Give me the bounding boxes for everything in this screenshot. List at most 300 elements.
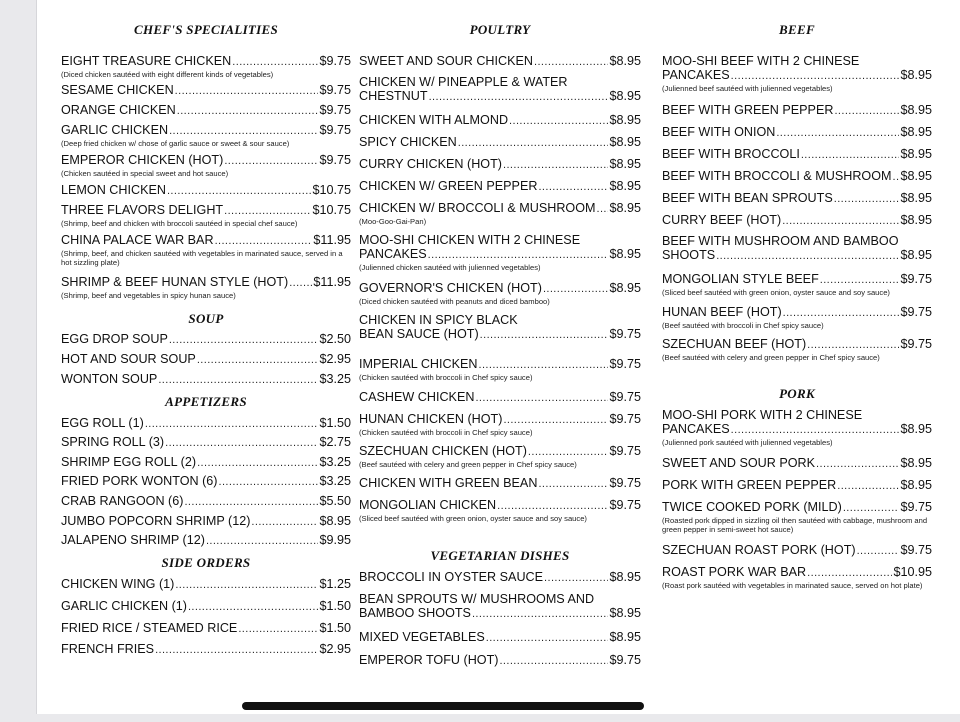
menu-item-name: CASHEW CHICKEN (359, 390, 475, 404)
dot-leader (215, 234, 313, 248)
menu-item (61, 642, 351, 657)
dot-leader (219, 475, 319, 489)
menu-item-price: $8.95 (609, 135, 641, 149)
menu-item-line (61, 577, 351, 592)
section-title-vegetarian: VEGETARIAN DISHES (430, 548, 570, 563)
dot-leader (731, 69, 900, 83)
menu-item-line (359, 89, 641, 104)
menu-item-line (662, 169, 932, 184)
menu-item-name-line1: BEAN SPROUTS W/ MUSHROOMS AND (359, 592, 595, 606)
dot-leader (801, 148, 900, 162)
dot-leader (834, 104, 899, 118)
menu-item-name: GARLIC CHICKEN (61, 123, 169, 137)
menu-item-line (662, 305, 932, 320)
menu-item-name: EGG ROLL (1) (61, 416, 144, 430)
menu-item-description: (Sliced beef sautéed with green onion, oyster sauce and soy sauce) (359, 514, 587, 523)
menu-item-name: THREE FLAVORS DELIGHT (61, 203, 224, 217)
menu-item (61, 83, 351, 98)
menu-item-line (662, 337, 932, 352)
menu-item-description: (Sliced beef sautéed with green onion, oyster sauce and soy sauce) (662, 288, 890, 297)
menu-item (61, 494, 351, 509)
menu-item-name: EMPEROR CHICKEN (HOT) (61, 153, 224, 167)
menu-item-name: PANCAKES (662, 68, 730, 82)
menu-item-line (61, 599, 351, 614)
menu-item (61, 577, 351, 592)
menu-item (662, 565, 932, 590)
menu-item-price: $2.50 (319, 332, 351, 346)
dot-leader (169, 124, 318, 138)
menu-item-name: WONTON SOUP (61, 372, 158, 386)
menu-item (662, 305, 932, 330)
menu-item-line (359, 412, 641, 427)
menu-item-name: HUNAN CHICKEN (HOT) (359, 412, 503, 426)
menu-item-name: FRIED RICE / STEAMED RICE (61, 621, 238, 635)
menu-item-description: (Julienned chicken sautéed with julienned vegetables) (359, 263, 541, 272)
menu-item-name: SPICY CHICKEN (359, 135, 457, 149)
menu-item (662, 191, 932, 206)
dot-leader (782, 214, 899, 228)
menu-item-price: $9.95 (319, 533, 351, 547)
menu-item (359, 390, 641, 405)
menu-item-line (662, 125, 932, 140)
menu-item (662, 54, 932, 93)
menu-item-name: BEAN SAUCE (HOT) (359, 327, 479, 341)
menu-item-price: $3.25 (319, 455, 351, 469)
menu-item-line (662, 103, 932, 118)
menu-item-line (61, 372, 351, 387)
menu-item-description: (Chicken sautéed in special sweet and hot sauce) (61, 169, 229, 178)
dot-leader (503, 158, 609, 172)
menu-item-name: SZECHUAN ROAST PORK (HOT) (662, 543, 856, 557)
menu-item-name: CHICKEN W/ GREEN PEPPER (359, 179, 538, 193)
dot-leader (224, 204, 311, 218)
menu-item-name: LEMON CHICKEN (61, 183, 166, 197)
menu-item-name: CHICKEN WITH GREEN BEAN (359, 476, 538, 490)
dot-leader (155, 643, 318, 657)
menu-item-name: BEEF WITH BEAN SPROUTS (662, 191, 833, 205)
menu-item (359, 653, 641, 668)
menu-item (359, 75, 641, 104)
menu-item (359, 179, 641, 194)
menu-item-name: MONGOLIAN CHICKEN (359, 498, 497, 512)
menu-item (61, 416, 351, 431)
menu-item (359, 135, 641, 150)
menu-item-line (662, 147, 932, 162)
menu-item-line (662, 422, 932, 437)
menu-item-name: BROCCOLI IN OYSTER SAUCE (359, 570, 544, 584)
dot-leader (224, 154, 318, 168)
menu-item (359, 412, 641, 437)
section-title-chefs-specialities: CHEF'S SPECIALITIES (133, 22, 279, 37)
menu-item-line (662, 456, 932, 471)
menu-item (61, 233, 351, 267)
menu-item-line (662, 500, 932, 515)
menu-item-price: $9.75 (900, 500, 932, 514)
menu-item-price: $8.95 (900, 191, 932, 205)
dot-leader (783, 306, 900, 320)
menu-item-name: BEEF WITH BROCCOLI (662, 147, 800, 161)
menu-item-name: SESAME CHICKEN (61, 83, 174, 97)
menu-item-line (662, 68, 932, 83)
menu-item-name-line1: CHICKEN IN SPICY BLACK (359, 313, 518, 327)
menu-item-line (662, 191, 932, 206)
menu-item-description: (Chicken sautéed with broccoli in Chef spicy sauce) (359, 428, 533, 437)
menu-item-line (359, 135, 641, 150)
menu-item-price: $5.50 (319, 494, 351, 508)
dot-leader (816, 457, 899, 471)
menu-item-price: $8.95 (900, 68, 932, 82)
menu-item-line (359, 444, 641, 459)
menu-item-description: (Roast pork sautéed with vegetables in marinated sauce, served on hot plate) (662, 581, 923, 590)
menu-item (61, 332, 351, 347)
menu-item-price: $8.95 (319, 514, 351, 528)
section-title-pork: PORK (779, 386, 815, 401)
menu-item-price: $8.95 (609, 157, 641, 171)
menu-item-price: $8.95 (609, 113, 641, 127)
menu-item-name: CURRY CHICKEN (HOT) (359, 157, 502, 171)
menu-item-price: $8.95 (609, 606, 641, 620)
dot-leader (251, 515, 318, 529)
dot-leader (538, 180, 608, 194)
menu-item-name: HOT AND SOUR SOUP (61, 352, 196, 366)
menu-item-name: CHICKEN WITH ALMOND (359, 113, 509, 127)
menu-item-line (61, 621, 351, 636)
menu-item (359, 630, 641, 645)
menu-item (662, 408, 932, 447)
menu-item-line (359, 476, 641, 491)
menu-item-name-line1: MOO-SHI PORK WITH 2 CHINESE (662, 408, 863, 422)
menu-item (61, 533, 351, 548)
menu-item-price: $1.50 (319, 599, 351, 613)
menu-item-description: (Beef sautéed with broccoli in Chef spicy sauce) (662, 321, 824, 330)
menu-item-name: CHICKEN W/ BROCCOLI & MUSHROOM (359, 201, 596, 215)
menu-item-name-line1: MOO-SHI CHICKEN WITH 2 CHINESE (359, 233, 581, 247)
menu-item-price: $10.95 (893, 565, 932, 579)
dot-leader (472, 607, 609, 621)
menu-item-price: $8.95 (609, 179, 641, 193)
menu-item-name: CURRY BEEF (HOT) (662, 213, 782, 227)
menu-item (662, 500, 932, 534)
dot-leader (197, 456, 318, 470)
menu-item-line (61, 474, 351, 489)
menu-item-price: $8.95 (609, 201, 641, 215)
menu-item-price: $8.95 (609, 570, 641, 584)
menu-item-line (359, 570, 641, 585)
menu-item-price: $8.95 (900, 456, 932, 470)
menu-item-price: $9.75 (900, 337, 932, 351)
menu-item-name: GOVERNOR'S CHICKEN (HOT) (359, 281, 542, 295)
menu-item-line (61, 83, 351, 98)
menu-item-line (61, 494, 351, 509)
menu-item-price: $1.50 (319, 416, 351, 430)
menu-item-name: MIXED VEGETABLES (359, 630, 485, 644)
dot-leader (534, 55, 608, 69)
dot-leader (428, 248, 609, 262)
menu-item-description: (Diced chicken sautéed with peanuts and diced bamboo) (359, 297, 550, 306)
dot-leader (145, 417, 319, 431)
menu-item-name: SZECHUAN BEEF (HOT) (662, 337, 807, 351)
menu-item (662, 337, 932, 362)
menu-item (61, 123, 351, 148)
menu-item (662, 478, 932, 493)
dot-leader (544, 571, 608, 585)
menu-item-name: MONGOLIAN STYLE BEEF (662, 272, 819, 286)
menu-item-description: (Diced chicken sautéed with eight different kinds of vegetables) (61, 70, 274, 79)
menu-item (61, 372, 351, 387)
menu-item-description: (Shrimp, beef, and chicken sautéed with vegetables in marinated sauce, served in a hot sizzling plate) (61, 249, 343, 267)
dot-leader (177, 104, 319, 118)
menu-item-name: SZECHUAN CHICKEN (HOT) (359, 444, 527, 458)
menu-item (359, 444, 641, 469)
menu-item-price: $11.95 (313, 233, 351, 247)
dot-leader (158, 373, 318, 387)
menu-item-name-line1: MOO-SHI BEEF WITH 2 CHINESE (662, 54, 860, 68)
dot-leader (857, 544, 900, 558)
menu-item (359, 113, 641, 128)
menu-item-line (61, 514, 351, 529)
menu-page (36, 0, 960, 714)
horizontal-scrollbar[interactable] (242, 702, 644, 710)
menu-item-price: $8.95 (609, 630, 641, 644)
menu-item-name: GARLIC CHICKEN (1) (61, 599, 187, 613)
menu-item-price: $3.25 (319, 474, 351, 488)
menu-item-line (359, 54, 641, 69)
menu-item-line (359, 630, 641, 645)
menu-item-name: CHESTNUT (359, 89, 428, 103)
menu-item-line (61, 332, 351, 347)
menu-item-line (662, 248, 932, 263)
menu-item-price: $8.95 (609, 89, 641, 103)
dot-leader (206, 534, 319, 548)
menu-item-line (359, 179, 641, 194)
menu-item-name: ROAST PORK WAR BAR (662, 565, 807, 579)
menu-item-price: $9.75 (900, 543, 932, 557)
menu-item-price: $9.75 (319, 123, 351, 137)
dot-leader (175, 578, 318, 592)
menu-item-price: $9.75 (900, 272, 932, 286)
section-title-soup: SOUP (188, 311, 224, 326)
section-title-poultry: POULTRY (469, 22, 531, 37)
menu-item-price: $2.95 (319, 352, 351, 366)
menu-item-price: $8.95 (900, 213, 932, 227)
menu-item-line (61, 183, 351, 198)
menu-item-price: $8.95 (900, 147, 932, 161)
menu-item (359, 592, 641, 621)
menu-item-price: $3.25 (319, 372, 351, 386)
menu-item-description: (Roasted pork dipped in sizzling oil then sautéed with cabbage, mushroom and green pepper in semi-sweet hot sauce) (662, 516, 928, 534)
dot-leader (175, 84, 319, 98)
menu-item-line (662, 565, 932, 580)
menu-item-line (662, 478, 932, 493)
menu-item (359, 201, 641, 226)
menu-item-description: (Deep fried chicken w/ chose of garlic sauce or sweet & sour sauce) (61, 139, 290, 148)
menu-item-name: SHRIMP EGG ROLL (2) (61, 455, 197, 469)
menu-item-name: SWEET AND SOUR CHICKEN (359, 54, 534, 68)
menu-item-line (359, 157, 641, 172)
menu-item-line (662, 272, 932, 287)
menu-item-line (359, 201, 641, 216)
menu-item (662, 456, 932, 471)
dot-leader (197, 353, 319, 367)
menu-item-line (61, 203, 351, 218)
menu-item-name: SHOOTS (662, 248, 716, 262)
menu-item-name-line1: CHICKEN W/ PINEAPPLE & WATER (359, 75, 568, 89)
menu-item-line (359, 606, 641, 621)
menu-item-price: $9.75 (609, 653, 641, 667)
menu-item-line (61, 103, 351, 118)
menu-item (61, 103, 351, 118)
menu-item-name: SWEET AND SOUR PORK (662, 456, 816, 470)
dot-leader (458, 136, 609, 150)
menu-item (61, 183, 351, 198)
menu-item-price: $8.95 (900, 422, 932, 436)
section-title-appetizers: APPETIZERS (165, 394, 247, 409)
menu-item-line (61, 123, 351, 138)
dot-leader (188, 600, 319, 614)
dot-leader (184, 495, 318, 509)
menu-item-price: $9.75 (609, 390, 641, 404)
dot-leader (776, 126, 899, 140)
menu-item (359, 570, 641, 585)
dot-leader (837, 479, 899, 493)
menu-item-description: (Moo-Goo-Gai-Pan) (359, 217, 427, 226)
menu-item-price: $9.75 (319, 54, 351, 68)
menu-item-name: JUMBO POPCORN SHRIMP (12) (61, 514, 251, 528)
dot-leader (509, 114, 608, 128)
menu-item-name: HUNAN BEEF (HOT) (662, 305, 782, 319)
menu-item (359, 157, 641, 172)
menu-item-price: $10.75 (312, 183, 351, 197)
menu-item-name: FRENCH FRIES (61, 642, 155, 656)
menu-item-price: $2.95 (319, 642, 351, 656)
menu-item-name-line1: BEEF WITH MUSHROOM AND BAMBOO (662, 234, 899, 248)
menu-item (662, 234, 932, 263)
menu-item-price: $8.95 (900, 125, 932, 139)
dot-leader (503, 413, 608, 427)
menu-item-line (662, 543, 932, 558)
section-title-side-orders: SIDE ORDERS (161, 555, 251, 570)
dot-leader (499, 654, 608, 668)
menu-item-price: $9.75 (319, 103, 351, 117)
menu-item (61, 352, 351, 367)
menu-item (662, 543, 932, 558)
menu-item (61, 153, 351, 178)
menu-item-description: (Shrimp, beef and vegetables in spicy hunan sauce) (61, 291, 236, 300)
dot-leader (834, 192, 900, 206)
menu-item-name: EMPEROR TOFU (HOT) (359, 653, 499, 667)
menu-item-price: $8.95 (609, 247, 641, 261)
menu-item (61, 54, 351, 79)
menu-item-price: $8.95 (900, 169, 932, 183)
dot-leader (528, 445, 609, 459)
dot-leader (238, 622, 318, 636)
menu-item (359, 281, 641, 306)
dot-leader (597, 202, 609, 216)
dot-leader (479, 358, 609, 372)
menu-item-price: $8.95 (609, 281, 641, 295)
menu-item-name: CHICKEN WING (1) (61, 577, 175, 591)
menu-item (359, 54, 641, 69)
menu-item-description: (Beef sautéed with celery and green pepper in Chef spicy sauce) (662, 353, 880, 362)
menu-item-name: BEEF WITH GREEN PEPPER (662, 103, 834, 117)
menu-item (61, 435, 351, 450)
menu-item (61, 203, 351, 228)
menu-item-line (61, 233, 351, 248)
menu-item-name: PANCAKES (359, 247, 427, 261)
menu-item-price: $9.75 (609, 444, 641, 458)
menu-item (61, 599, 351, 614)
menu-item-line (61, 533, 351, 548)
dot-leader (731, 423, 900, 437)
menu-item (359, 498, 641, 523)
dot-leader (716, 249, 899, 263)
menu-item-line (61, 153, 351, 168)
menu-item-line (61, 642, 351, 657)
menu-item-name: BAMBOO SHOOTS (359, 606, 471, 620)
menu-item (662, 169, 932, 184)
menu-item (61, 621, 351, 636)
menu-item-description: (Julienned beef sautéed with julienned vegetables) (662, 84, 833, 93)
menu-item-line (61, 435, 351, 450)
dot-leader (807, 338, 899, 352)
menu-item-name: TWICE COOKED PORK (MILD) (662, 500, 842, 514)
menu-item-name: CHINA PALACE WAR BAR (61, 233, 214, 247)
menu-item-description: (Chicken sautéed with broccoli in Chef spicy sauce) (359, 373, 533, 382)
menu-item-line (359, 327, 641, 342)
dot-leader (893, 170, 900, 184)
menu-item-price: $9.75 (319, 83, 351, 97)
menu-item (61, 474, 351, 489)
menu-item-name: EIGHT TREASURE CHICKEN (61, 54, 232, 68)
menu-item (662, 213, 932, 228)
menu-item-price: $9.75 (609, 357, 641, 371)
dot-leader (820, 273, 900, 287)
dot-leader (429, 90, 609, 104)
menu-item-price: $2.75 (319, 435, 351, 449)
menu-item-line (359, 247, 641, 262)
menu-item-line (61, 352, 351, 367)
menu-item-name: EGG DROP SOUP (61, 332, 168, 346)
dot-leader (497, 499, 608, 513)
menu-item-line (359, 390, 641, 405)
dot-leader (289, 276, 312, 290)
menu-item-line (359, 357, 641, 372)
menu-item-name: IMPERIAL CHICKEN (359, 357, 478, 371)
menu-item (662, 147, 932, 162)
menu-item-name: PORK WITH GREEN PEPPER (662, 478, 837, 492)
menu-item-name: BEEF WITH ONION (662, 125, 776, 139)
menu-item-line (61, 54, 351, 69)
dot-leader (232, 55, 318, 69)
dot-leader (538, 477, 608, 491)
menu-item-name: ORANGE CHICKEN (61, 103, 176, 117)
dot-leader (480, 328, 609, 342)
menu-item-price: $1.25 (319, 577, 351, 591)
dot-leader (843, 501, 900, 515)
menu-item-price: $8.95 (900, 478, 932, 492)
menu-item-line (359, 281, 641, 296)
menu-item-price: $1.50 (319, 621, 351, 635)
menu-item-line (359, 498, 641, 513)
menu-item-price: $9.75 (609, 476, 641, 490)
menu-item-name: JALAPENO SHRIMP (12) (61, 533, 205, 547)
menu-item-price: $9.75 (319, 153, 351, 167)
menu-item (662, 103, 932, 118)
dot-leader (165, 436, 318, 450)
dot-leader (167, 184, 312, 198)
menu-item-price: $8.95 (609, 54, 641, 68)
menu-item-price: $8.95 (900, 103, 932, 117)
